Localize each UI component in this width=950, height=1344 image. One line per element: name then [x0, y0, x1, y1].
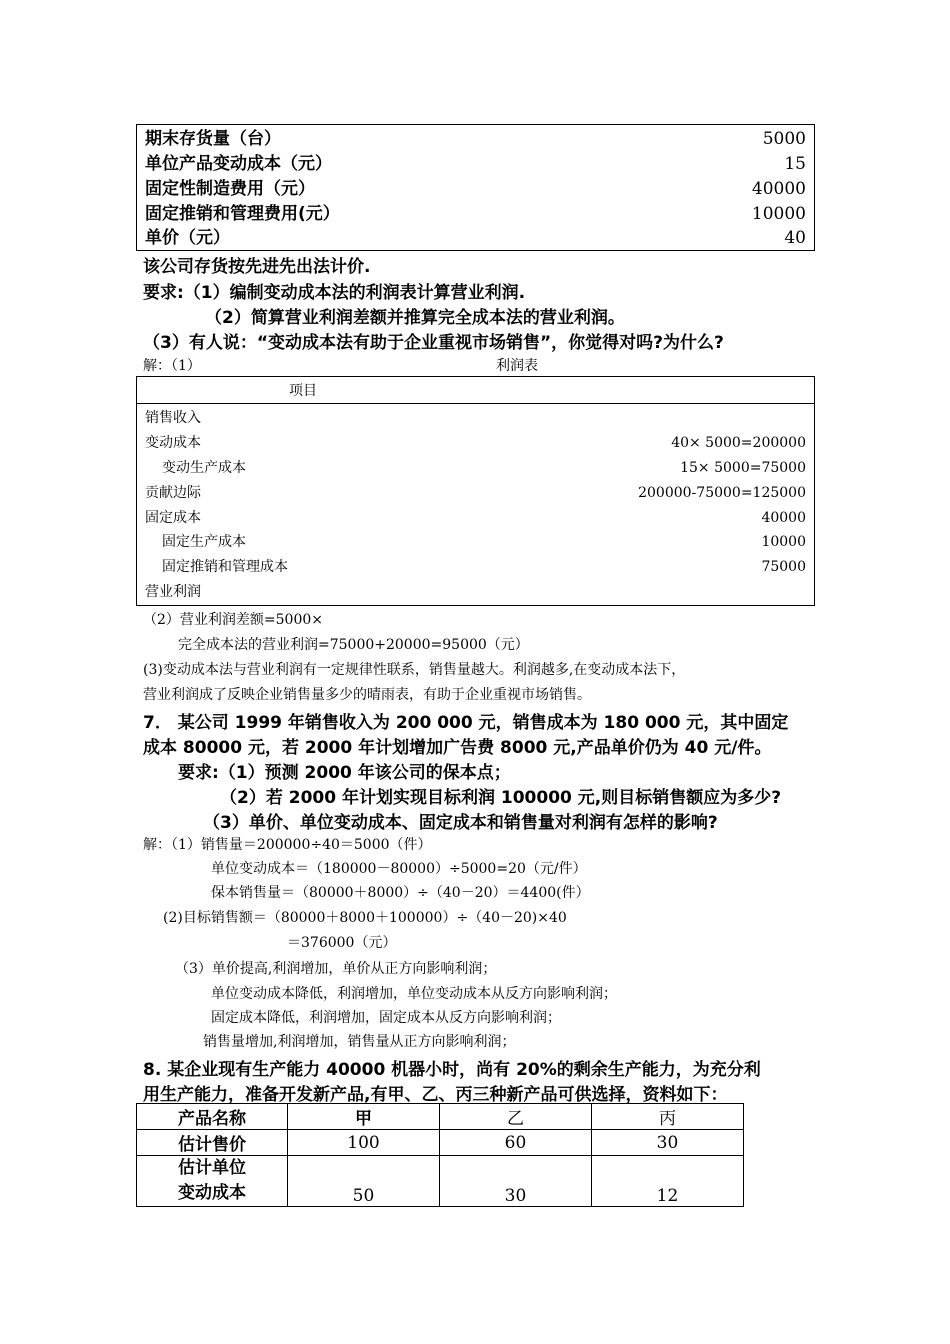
- q8-line-1: 8. 某企业现有生产能力 40000 机器小时，尚有 20%的剩余生产能力，为充分利: [143, 1060, 761, 1080]
- table-row: [145, 530, 806, 555]
- table-title: 利润表: [496, 358, 538, 374]
- q7-line-2: 成本 80000 元，若 2000 年计划增加广告费 8000 元,产品单价仍为 40 元/件。: [143, 738, 772, 758]
- column-header: 甲: [288, 1104, 440, 1130]
- q7-solution-7: 单位变动成本降低，利润增加，单位变动成本从反方向影响利润；: [211, 986, 617, 1002]
- solution-label: 解：（1）: [143, 358, 201, 374]
- row-label: 固定成本: [145, 510, 201, 526]
- column-header: 产品名称: [137, 1104, 288, 1130]
- row-value: 5000: [762, 129, 806, 149]
- table-row: [137, 1130, 744, 1156]
- q7-solution-8: 固定成本降低，利润增加，固定成本从反方向影响利润；: [211, 1010, 561, 1026]
- row-label: 固定推销和管理成本: [162, 559, 288, 575]
- row-value: 40× 5000=200000: [671, 435, 806, 451]
- row-value: 15: [784, 154, 806, 174]
- table-cell: 30: [592, 1130, 744, 1156]
- header-divider: [137, 403, 814, 404]
- table-cell: 50: [288, 1156, 440, 1207]
- table-row: [145, 152, 806, 177]
- column-header: 丙: [592, 1104, 744, 1130]
- row-label: 单价（元）: [145, 228, 230, 248]
- row-value: 40: [784, 228, 806, 248]
- table-row: [145, 431, 806, 456]
- requirement-3: （3）有人说：“变动成本法有助于企业重视市场销售”，你觉得对吗?为什么?: [143, 333, 724, 353]
- income-statement-table: [136, 376, 815, 606]
- table-row: [145, 481, 806, 506]
- table-row: [145, 226, 806, 251]
- row-value: 10000: [761, 534, 806, 550]
- new-product-table: [136, 1103, 744, 1207]
- row-value: 200000-75000=125000: [638, 485, 806, 501]
- row-label: 期末存货量（台）: [145, 129, 281, 149]
- table-cell: 30: [440, 1156, 592, 1207]
- q7-solution-9: 销售量增加,利润增加，销售量从正方向影响利润；: [203, 1034, 516, 1050]
- table-cell: 60: [440, 1130, 592, 1156]
- table-row: [145, 555, 806, 580]
- answer-2-line-2: 完全成本法的营业利润=75000+20000=95000（元）: [178, 637, 529, 653]
- q7-requirement-1: 要求:（1）预测 2000 年该公司的保本点；: [178, 763, 511, 783]
- row-value: 75000: [761, 559, 806, 575]
- q7-solution-4: (2)目标销售额＝（80000＋8000＋100000）÷（40－20)×40: [163, 910, 567, 926]
- table-row: [137, 1104, 744, 1130]
- inventory-data-table: [136, 124, 815, 251]
- table-cell: 100: [288, 1130, 440, 1156]
- row-label: 变动成本: [145, 435, 201, 451]
- q7-requirement-3: （3）单价、单位变动成本、固定成本和销售量对利润有怎样的影响?: [203, 813, 718, 833]
- q7-solution-1: 解：（1）销售量＝200000÷40＝5000（件）: [143, 837, 432, 853]
- row-label: 贡献边际: [145, 485, 201, 501]
- q7-solution-3: 保本销售量＝（80000＋8000）÷（40－20）＝4400(件）: [211, 885, 590, 901]
- table-row: [145, 406, 806, 431]
- row-label: 销售收入: [145, 410, 201, 426]
- q7-solution-2: 单位变动成本＝（180000－80000）÷5000=20（元/件）: [211, 861, 587, 877]
- row-value: 40000: [761, 510, 806, 526]
- table-cell: 12: [592, 1156, 744, 1207]
- answer-3-line-2: 营业利润成了反映企业销售量多少的晴雨表，有助于企业重视市场销售。: [143, 687, 591, 703]
- row-label: 估计售价: [137, 1130, 288, 1156]
- q8-line-2: 用生产能力，准备开发新产品,有甲、乙、丙三种新产品可供选择，资料如下：: [143, 1085, 728, 1105]
- table-row: [145, 456, 806, 481]
- row-label: 固定推销和管理费用(元）: [145, 204, 340, 224]
- row-label: 变动生产成本: [162, 460, 246, 476]
- column-header: 项目: [289, 383, 317, 399]
- table-row: [145, 177, 806, 202]
- row-value: 40000: [751, 179, 806, 199]
- q7-line-1: 7． 某公司 1999 年销售收入为 200 000 元，销售成本为 180 000 元，其中固定: [143, 713, 789, 733]
- table-row: [137, 1156, 744, 1207]
- q7-requirement-2: （2）若 2000 年计划实现目标利润 100000 元,则目标销售额应为多少?: [220, 788, 782, 808]
- table-row: [145, 127, 806, 152]
- row-value: 10000: [751, 204, 806, 224]
- inventory-note: 该公司存货按先进先出法计价.: [143, 257, 371, 277]
- row-label: 营业利润: [145, 584, 201, 600]
- q7-solution-6: （3）单价提高,利润增加，单价从正方向影响利润；: [175, 961, 497, 977]
- row-label-line-1: 估计单位: [178, 1158, 246, 1178]
- requirement-2: （2）简算营业利润差额并推算完全成本法的营业利润。: [205, 308, 625, 328]
- row-label-line-2: 变动成本: [178, 1183, 246, 1203]
- table-row: [145, 202, 806, 227]
- column-header: 乙: [440, 1104, 592, 1130]
- row-label: [137, 1156, 288, 1207]
- requirement-1: 要求:（1）编制变动成本法的利润表计算营业利润.: [143, 283, 526, 303]
- row-label: 单位产品变动成本（元）: [145, 154, 332, 174]
- row-label: 固定性制造费用（元）: [145, 179, 315, 199]
- q7-solution-5: ＝376000（元）: [287, 935, 397, 951]
- row-value: 15× 5000=75000: [680, 460, 806, 476]
- table-row: [145, 580, 806, 605]
- table-row: [145, 506, 806, 531]
- answer-3-line-1: (3)变动成本法与营业利润有一定规律性联系，销售量越大。利润越多,在变动成本法下，: [143, 662, 686, 678]
- answer-2-line-1: （2）营业利润差额=5000×: [143, 612, 323, 628]
- row-label: 固定生产成本: [162, 534, 246, 550]
